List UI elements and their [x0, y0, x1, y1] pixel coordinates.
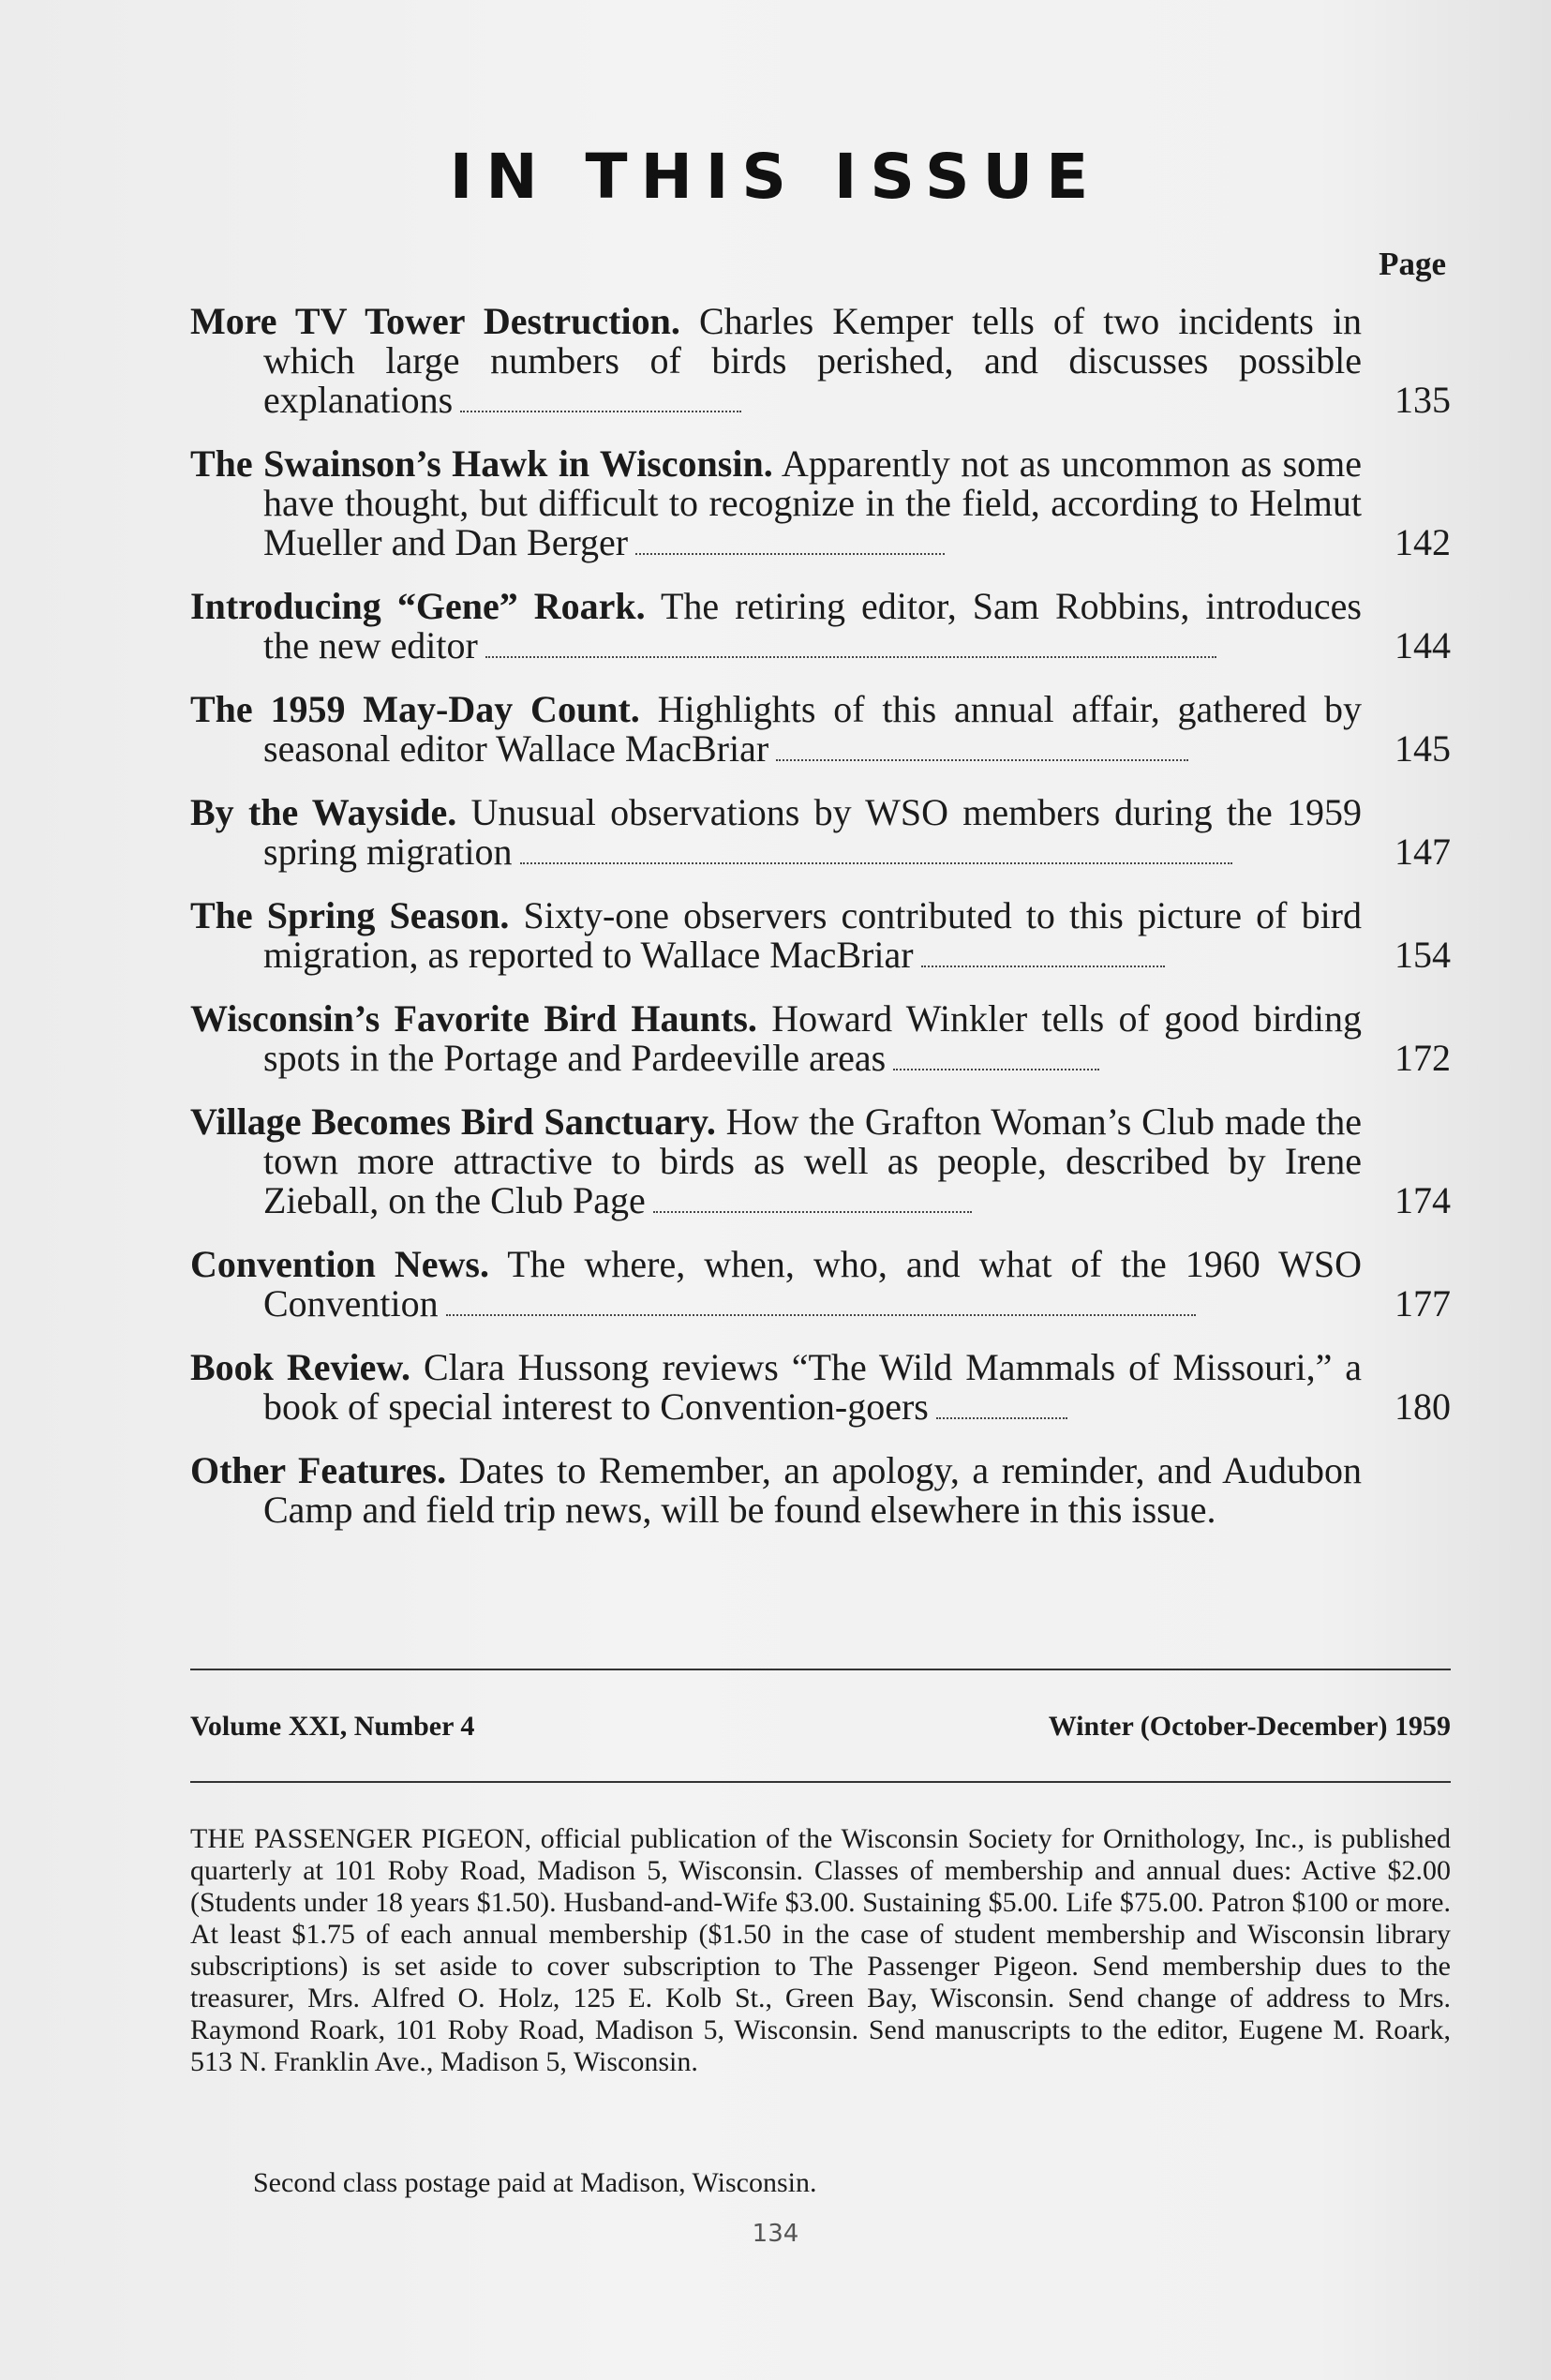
toc-entry-title: More TV Tower Destruction.: [190, 300, 680, 342]
publication-info: THE PASSENGER PIGEON, official publication of the Wisconsin Society for Ornithology, Inc., is published quarterly at 101 Roby Road, Madison 5, Wisconsin. Classes of membership and annual dues: Active $2.00 (Students under 18 years $1.50). Husband-and-Wife $3.00. Sustaining $5.00. Life $75.00. Patron $100 or more. At least $1.75 of each annual membership ($1.50 in the case of student membership and Wisconsin library subscriptions) is set aside to cover subscription to The Passenger Pigeon. Send membership dues to the treasurer, Mrs. Alfred O. Holz, 125 E. Kolb St., Green Bay, Wisconsin. Send change of address to Mrs. Raymond Roark, 101 Roby Road, Madison 5, Wisconsin. Send manuscripts to the editor, Eugene M. Roark, 513 N. Franklin Ave., Madison 5, Wisconsin.: [190, 1823, 1451, 2077]
toc-entry: [190, 690, 1451, 769]
toc-entry-title: Introducing “Gene” Roark.: [190, 585, 646, 627]
toc-entry-description: Apparently not as uncommon as some have thought, but difficult to recognize in the field, according to Helmut Mueller and Dan Berger: [263, 442, 1363, 563]
toc-entry-description: Howard Winkler tells of good birding spots in the Portage and Pardeeville areas: [263, 997, 1363, 1079]
toc-entry: [190, 1245, 1451, 1324]
toc-entry-title: Convention News.: [190, 1243, 489, 1285]
table-of-contents: [190, 302, 1451, 1554]
toc-entry: [190, 1451, 1451, 1530]
dot-leader: [936, 1408, 1067, 1419]
dot-leader: [776, 750, 1188, 761]
toc-entry: [190, 896, 1451, 975]
toc-entry-title: The Swainson’s Hawk in Wisconsin.: [190, 442, 773, 485]
top-divider: [190, 1669, 1451, 1670]
toc-entry-page: 142: [1394, 521, 1451, 563]
toc-entry-page: 147: [1394, 831, 1451, 873]
dot-leader: [893, 1059, 1099, 1070]
issue-info: [190, 1711, 1451, 1743]
toc-entry-title: Village Becomes Bird Sanctuary.: [190, 1100, 716, 1143]
page-number: 134: [752, 2220, 799, 2248]
toc-entry-description: The retiring editor, Sam Robbins, introduces the new editor: [263, 585, 1362, 666]
toc-entry-title: Other Features.: [190, 1449, 447, 1491]
toc-entry-page: 174: [1394, 1179, 1451, 1221]
toc-entry-page: 177: [1394, 1282, 1451, 1325]
toc-entry-description: Charles Kemper tells of two incidents in which large numbers of birds perished, and discusses possible explanations: [263, 300, 1363, 421]
toc-entry: [190, 444, 1451, 562]
toc-entry-description: Highlights of this annual affair, gathered by seasonal editor Wallace MacBriar: [263, 688, 1363, 770]
volume-number: Volume XXI, Number 4: [190, 1711, 475, 1742]
toc-entry: [190, 1102, 1451, 1220]
toc-entry-page: 180: [1394, 1385, 1451, 1428]
toc-entry-page: 144: [1394, 624, 1451, 666]
toc-entry-page: 154: [1394, 934, 1451, 976]
page-title: IN THIS ISSUE: [449, 141, 1102, 213]
dot-leader: [635, 544, 945, 555]
toc-entry-title: Wisconsin’s Favorite Bird Haunts.: [190, 997, 757, 1040]
toc-entry-title: By the Wayside.: [190, 791, 457, 833]
toc-entry-description: Sixty-one observers contributed to this picture of bird migration, as reported to Wallace MacBriar: [263, 894, 1362, 976]
dot-leader: [653, 1202, 972, 1213]
dot-leader: [460, 401, 741, 412]
toc-entry-description: The where, when, who, and what of the 1960 WSO Convention: [263, 1243, 1362, 1325]
toc-entry: [190, 793, 1451, 872]
dot-leader: [485, 647, 1216, 658]
toc-entry-page: 145: [1394, 727, 1451, 770]
dot-leader: [921, 956, 1165, 967]
toc-entry-title: The 1959 May-Day Count.: [190, 688, 640, 730]
toc-entry: [190, 999, 1451, 1078]
toc-entry: [190, 302, 1451, 420]
dot-leader: [446, 1305, 1196, 1316]
toc-entry-title: The Spring Season.: [190, 894, 510, 936]
toc-entry-page: 172: [1394, 1037, 1451, 1079]
toc-entry: [190, 587, 1451, 666]
toc-entry-description: Unusual observations by WSO members during the 1959 spring migration: [263, 791, 1362, 873]
issue-season: Winter (October-December) 1959: [1048, 1711, 1451, 1742]
toc-entry: [190, 1348, 1451, 1427]
page-column-label: Page: [1379, 246, 1446, 282]
toc-entry-description: How the Grafton Woman’s Club made the town more attractive to birds as well as people, described by Irene Zieball, on the Club Page: [263, 1100, 1362, 1221]
toc-entry-title: Book Review.: [190, 1346, 411, 1388]
toc-entry-description: Dates to Remember, an apology, a reminder, and Audubon Camp and field trip news, will be found elsewhere in this issue.: [263, 1449, 1363, 1531]
bottom-divider: [190, 1781, 1451, 1783]
toc-entry-page: 135: [1394, 379, 1451, 421]
dot-leader: [520, 853, 1232, 864]
postage-note: Second class postage paid at Madison, Wisconsin.: [253, 2167, 817, 2198]
toc-entry-description: Clara Hussong reviews “The Wild Mammals of Missouri,” a book of special interest to Convention-goers: [263, 1346, 1363, 1428]
